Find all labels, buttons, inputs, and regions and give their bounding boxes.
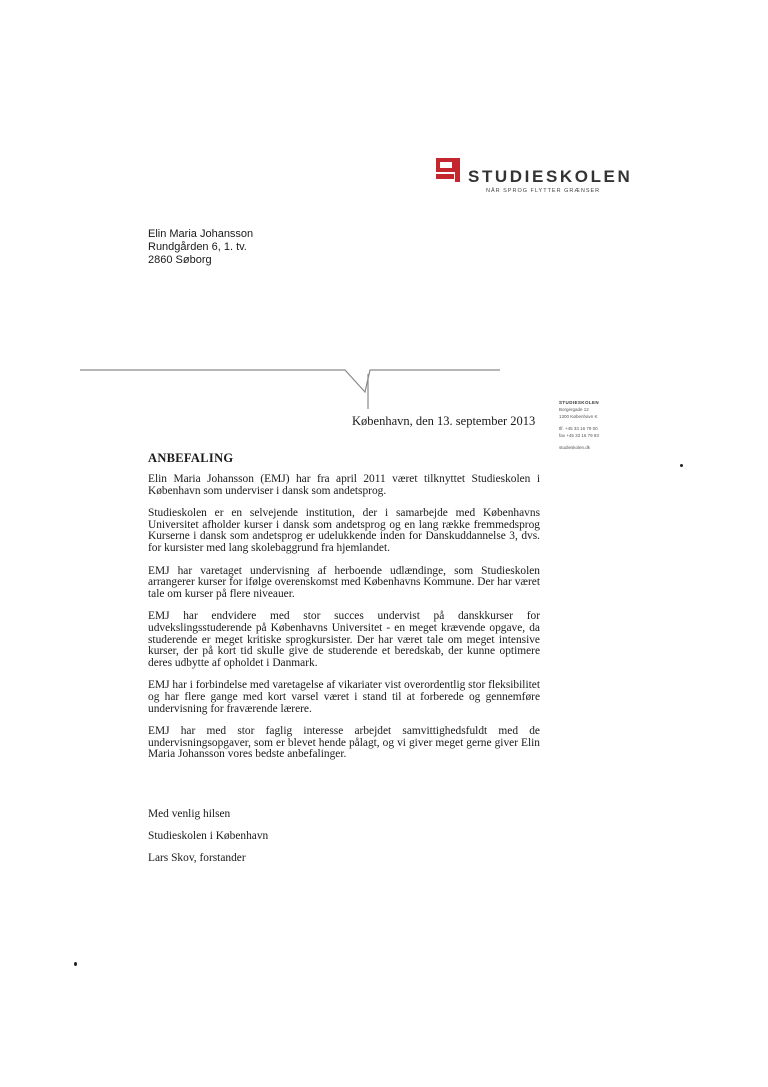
paragraph: EMJ har varetaget undervisning af herboende udlændinge, som Studieskolen arrangerer kurser for ifølge overenskomst med Københavns Kommune. Der har været tale om kurser på flere niveauer. — [148, 564, 540, 600]
recipient-address — [148, 228, 253, 267]
fold-line — [80, 360, 500, 410]
closing-signatory: Lars Skov, forstander — [148, 852, 246, 864]
closing-organization: Studieskolen i København — [148, 830, 269, 842]
recipient-street: Rundgården 6, 1. tv. — [148, 241, 247, 253]
company-name: STUDIESKOLEN — [468, 167, 633, 186]
scan-speck — [680, 464, 683, 467]
sender-name: STUDIESKOLEN — [559, 400, 600, 405]
paragraph: Studieskolen er en selvejende institution, der i samarbejde med Københavns Universitet afholder kurser i dansk som andetsprog og en lang række fremmedsprog Kurserne i dansk som andetsprog er udelukkende inden for Danskuddannelse 3, dvs. for kursister med lang skolebaggrund fra hjemlandet. — [148, 507, 540, 554]
letter-heading: ANBEFALING — [148, 451, 234, 465]
scan-speck — [74, 962, 77, 966]
date-line: København, den 13. september 2013 — [352, 414, 536, 428]
paragraph: Elin Maria Johansson (EMJ) har fra april 2011 været tilknyttet Studieskolen i København som underviser i dansk som andetsprog. — [148, 473, 540, 497]
sender-fax: fax +45 33 16 79 93 — [559, 433, 599, 438]
sender-info — [559, 399, 599, 451]
sender-web: studieskolen.dk — [559, 445, 591, 450]
company-tagline: NÅR SPROG FLYTTER GRÆNSER — [486, 188, 601, 194]
recipient-name: Elin Maria Johansson — [148, 228, 254, 240]
paragraph: EMJ har endvidere med stor succes undervist på danskkurser for udvekslingsstuderende på Københavns Universitet - en meget krævende opgave, da studerende er meget kritiske sprogkursister. Der har været tale om meget intensive kurser, der på kort tid skulle give de studerende et beredskab, der kunne optimere deres udbytte af opholdet i Danmark. — [148, 610, 540, 669]
studieskolen-logo-icon — [436, 158, 460, 182]
paragraph: EMJ har med stor faglig interesse arbejdet samvittighedsfuldt med de undervisningsopgaver, som er blevet hende pålagt, og vi giver meget gerne giver Elin Maria Johansson vores bedste anbefalinger. — [148, 725, 540, 761]
sender-phone: tlf. +45 33 16 79 00 — [559, 426, 598, 431]
closing-greeting: Med venlig hilsen — [148, 808, 231, 820]
paragraph: EMJ har i forbindelse med varetagelse af vikariater vist overordentlig stor fleksibilitet og har flere gange med kort varsel været i stand til at forberede og gennemføre undervisning for fraværende lærere. — [148, 679, 540, 715]
sender-street: Borgergade 12 — [559, 407, 589, 412]
letter-closing — [148, 808, 268, 874]
sender-city: 1300 København K — [559, 414, 598, 419]
recipient-city: 2860 Søborg — [148, 254, 212, 266]
letter-body — [148, 474, 540, 772]
